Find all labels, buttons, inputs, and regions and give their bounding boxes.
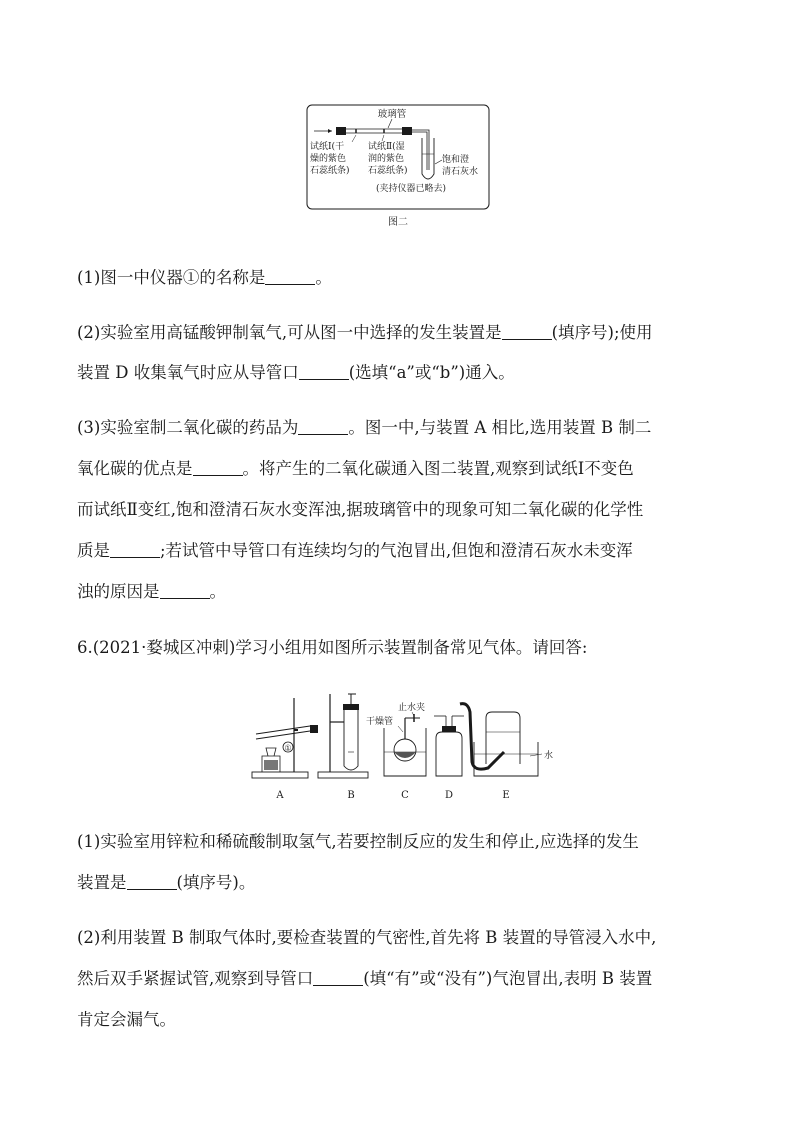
limewater-label-line2: 清石灰水 bbox=[442, 167, 479, 177]
q6-intro: 6.(2021·婺城区冲刺)学习小组用如图所示装置制备常见气体。请回答: bbox=[77, 638, 588, 657]
q5-part1 bbox=[77, 268, 722, 288]
paper-1-label-line1: 试纸Ⅰ(干 bbox=[310, 142, 345, 152]
stop-clamp-label: 止水夹 bbox=[398, 703, 426, 713]
drying-tube-label: 干燥管 bbox=[366, 717, 394, 727]
q6-part1-line1: (1)实验室用锌粒和稀硫酸制取氢气,若要控制反应的发生和停止,应选择的发生 bbox=[77, 832, 639, 851]
q6-part2-line1: (2)利用装置 B 制取气体时,要检查装置的气密性,首先将 B 装置的导管浸入水中, bbox=[77, 928, 657, 947]
q5-p3-l5-text-a: 浊的原因是 bbox=[77, 582, 160, 601]
q5-p3-l2-text-b: 。将产生的二氧化碳通入图二装置,观察到试纸Ⅰ不变色 bbox=[242, 459, 634, 478]
label-a: A bbox=[276, 790, 284, 801]
answer-blank[interactable] bbox=[265, 269, 315, 285]
answer-blank[interactable] bbox=[502, 324, 552, 340]
answer-blank[interactable] bbox=[193, 460, 243, 476]
answer-blank[interactable] bbox=[299, 364, 349, 380]
q6-p1-l2-text-a: 装置是 bbox=[77, 873, 127, 892]
q5-part2-line1 bbox=[77, 323, 722, 343]
paper-2-label-line3: 石蕊纸条) bbox=[368, 166, 408, 176]
right-stopper bbox=[402, 127, 412, 135]
apparatus-a bbox=[252, 698, 318, 801]
q5-p3-l5-text-b: 。 bbox=[209, 582, 226, 601]
label-b: B bbox=[347, 790, 355, 801]
answer-blank[interactable] bbox=[110, 542, 160, 558]
apparatus-d bbox=[434, 716, 464, 801]
q5-p3-l2-text-a: 氧化碳的优点是 bbox=[77, 459, 193, 478]
apparatus-c bbox=[366, 701, 426, 801]
q5-p2-l1-text-b: (填序号);使用 bbox=[551, 323, 653, 342]
label-c: C bbox=[401, 790, 409, 801]
left-stopper bbox=[336, 127, 346, 135]
q5-part3-line3: 而试纸Ⅱ变红,饱和澄清石灰水变浑浊,据玻璃管中的现象可知二氧化碳的化学性 bbox=[77, 500, 644, 519]
q5-part3-line1 bbox=[77, 418, 722, 438]
q6-part2-line2 bbox=[77, 969, 722, 989]
q5-p3-l1-text-a: (3)实验室制二氧化碳的药品为 bbox=[77, 418, 299, 437]
q5-p1-text-b: 。 bbox=[315, 268, 332, 287]
apparatus-e bbox=[460, 704, 553, 801]
paper-2-label-line1: 试纸Ⅱ(湿 bbox=[368, 142, 405, 152]
label-d: D bbox=[444, 790, 454, 801]
apparatus-b bbox=[318, 694, 368, 801]
q5-p3-l1-text-b: 。图一中,与装置 A 相比,选用装置 B 制二 bbox=[348, 418, 652, 437]
answer-blank[interactable] bbox=[160, 583, 210, 599]
q5-p1-text-a: (1)图一中仪器①的名称是 bbox=[77, 268, 266, 287]
q6-p2-l2-text-a: 然后双手紧握试管,观察到导管口 bbox=[77, 969, 314, 988]
q5-p3-l4-text-a: 质是 bbox=[77, 541, 110, 560]
q6-p2-l2-text-b: (填“有”或“没有”)气泡冒出,表明 B 装置 bbox=[363, 969, 653, 988]
q5-part3-line5 bbox=[77, 582, 722, 602]
clamp-omitted-note: (夹持仪器已略去) bbox=[376, 184, 447, 194]
q6-part2-line3: 肯定会漏气。 bbox=[77, 1010, 176, 1029]
q5-part2-line2 bbox=[77, 363, 722, 383]
q5-p2-l2-text-a: 装置 D 收集氧气时应从导管口 bbox=[77, 363, 299, 382]
figure-2-diagram bbox=[306, 104, 490, 210]
q6-part1-line2 bbox=[77, 873, 722, 893]
limewater-label-line1: 饱和澄 bbox=[442, 155, 470, 165]
water-label: 水 bbox=[544, 751, 554, 761]
figure-2-caption: 图二 bbox=[388, 217, 408, 228]
circle-1-label: ① bbox=[284, 743, 292, 753]
glass-tube-label: 玻璃管 bbox=[377, 109, 407, 120]
q5-p3-l4-text-b: ;若试管中导管口有连续均匀的气泡冒出,但饱和澄清石灰水未变浑 bbox=[160, 541, 633, 560]
answer-blank[interactable] bbox=[298, 419, 348, 435]
q5-part3-line4 bbox=[77, 541, 722, 561]
paper-1-label-line3: 石蕊纸条) bbox=[310, 166, 350, 176]
q5-part3-line2 bbox=[77, 459, 722, 479]
test-tube bbox=[422, 138, 434, 179]
q6-apparatus-diagram bbox=[248, 692, 558, 804]
q5-p2-l1-text-a: (2)实验室用高锰酸钾制氧气,可从图一中选择的发生装置是 bbox=[77, 323, 502, 342]
paper-2-label-line2: 润的紫色 bbox=[368, 154, 405, 164]
q6-p1-l2-text-b: (填序号)。 bbox=[176, 873, 256, 892]
answer-blank[interactable] bbox=[313, 970, 363, 986]
q5-p2-l2-text-b: (选填“a”或“b”)通入。 bbox=[348, 363, 515, 382]
answer-blank[interactable] bbox=[127, 874, 177, 890]
paper-1-label-line2: 燥的紫色 bbox=[310, 154, 347, 164]
label-e: E bbox=[502, 790, 510, 801]
